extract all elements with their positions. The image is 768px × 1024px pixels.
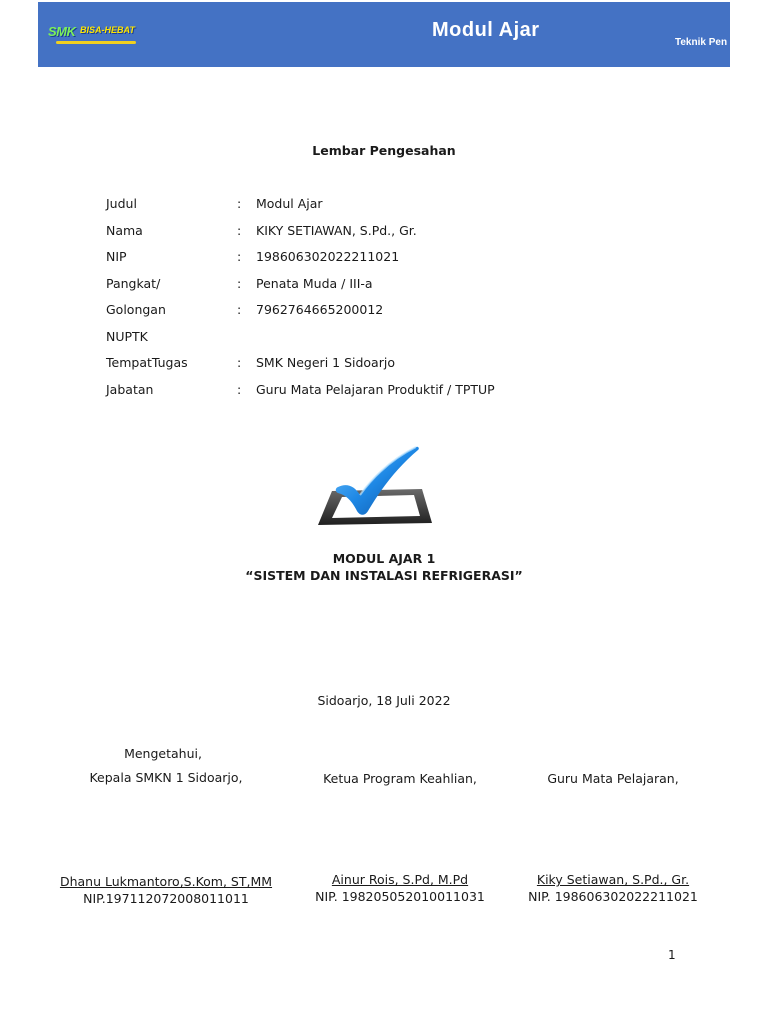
signature-nip: NIP.197112072008011011 bbox=[83, 891, 249, 906]
module-subject: “SISTEM DAN INSTALASI REFRIGERASI” bbox=[245, 568, 523, 583]
field-row bbox=[106, 196, 666, 223]
field-label: Judul bbox=[106, 196, 137, 211]
field-row bbox=[106, 329, 666, 356]
field-separator: : bbox=[237, 222, 242, 238]
logo-underline bbox=[56, 41, 136, 44]
field-label: Golongan bbox=[106, 302, 166, 317]
signature-program-head-name-block bbox=[290, 872, 510, 904]
checkmark-checkbox-icon bbox=[310, 443, 440, 533]
field-row bbox=[106, 276, 666, 303]
field-row bbox=[106, 223, 666, 250]
field-row bbox=[106, 302, 666, 329]
logo-text: SMK bbox=[48, 24, 76, 39]
field-label: Nama bbox=[106, 222, 143, 238]
field-separator: : bbox=[237, 275, 242, 291]
signature-name: Dhanu Lukmantoro,S.Kom, ST,MM bbox=[59, 874, 273, 889]
field-row bbox=[106, 382, 666, 409]
page-heading: Lembar Pengesahan bbox=[312, 143, 456, 158]
signature-name: Kiky Setiawan, S.Pd., Gr. bbox=[536, 872, 690, 887]
header-banner bbox=[38, 2, 730, 67]
page-number: 1 bbox=[668, 948, 676, 962]
field-separator: : bbox=[237, 381, 242, 397]
header-title: Modul Ajar bbox=[432, 19, 540, 41]
field-label: NIP bbox=[106, 249, 127, 264]
identity-table bbox=[106, 196, 666, 408]
field-value: Modul Ajar bbox=[256, 196, 323, 211]
field-label: Jabatan bbox=[106, 381, 154, 397]
field-label: Pangkat/ bbox=[106, 275, 161, 291]
field-value: Penata Muda / III-a bbox=[256, 275, 373, 291]
module-title bbox=[0, 550, 768, 584]
signature-role: Guru Mata Pelajaran, bbox=[547, 771, 679, 786]
field-label: TempatTugas bbox=[106, 355, 188, 370]
signature-principal bbox=[46, 746, 286, 785]
field-value: 7962764665200012 bbox=[256, 302, 384, 317]
field-value: 198606302022211021 bbox=[256, 249, 400, 264]
signature-role: Ketua Program Keahlian, bbox=[323, 771, 477, 786]
field-label: NUPTK bbox=[106, 328, 148, 344]
signature-role: Kepala SMKN 1 Sidoarjo, bbox=[89, 770, 243, 785]
place-date: Sidoarjo, 18 Juli 2022 bbox=[317, 693, 451, 708]
smk-logo bbox=[48, 24, 140, 50]
field-value: Guru Mata Pelajaran Produktif / TPTUP bbox=[256, 381, 495, 397]
signature-name: Ainur Rois, S.Pd, M.Pd bbox=[331, 872, 469, 887]
field-value: SMK Negeri 1 Sidoarjo bbox=[256, 355, 395, 370]
header-subject: Teknik Pen bbox=[675, 37, 728, 48]
signature-program-head bbox=[290, 771, 510, 786]
field-separator: : bbox=[237, 302, 242, 317]
signature-teacher-name-block bbox=[508, 872, 718, 904]
signature-nip: NIP. 198205052010011031 bbox=[315, 889, 485, 904]
field-value: KIKY SETIAWAN, S.Pd., Gr. bbox=[256, 222, 417, 238]
field-row bbox=[106, 355, 666, 382]
signature-principal-name-block bbox=[46, 874, 286, 906]
field-separator: : bbox=[237, 249, 242, 264]
signature-nip: NIP. 198606302022211021 bbox=[528, 889, 698, 904]
field-row bbox=[106, 249, 666, 276]
field-separator: : bbox=[237, 355, 242, 370]
logo-tagline: BISA-HEBAT bbox=[80, 25, 135, 35]
signature-acknowledged: Mengetahui, bbox=[124, 746, 202, 761]
signature-teacher bbox=[508, 771, 718, 786]
field-separator: : bbox=[237, 196, 242, 211]
module-number: MODUL AJAR 1 bbox=[332, 551, 436, 566]
